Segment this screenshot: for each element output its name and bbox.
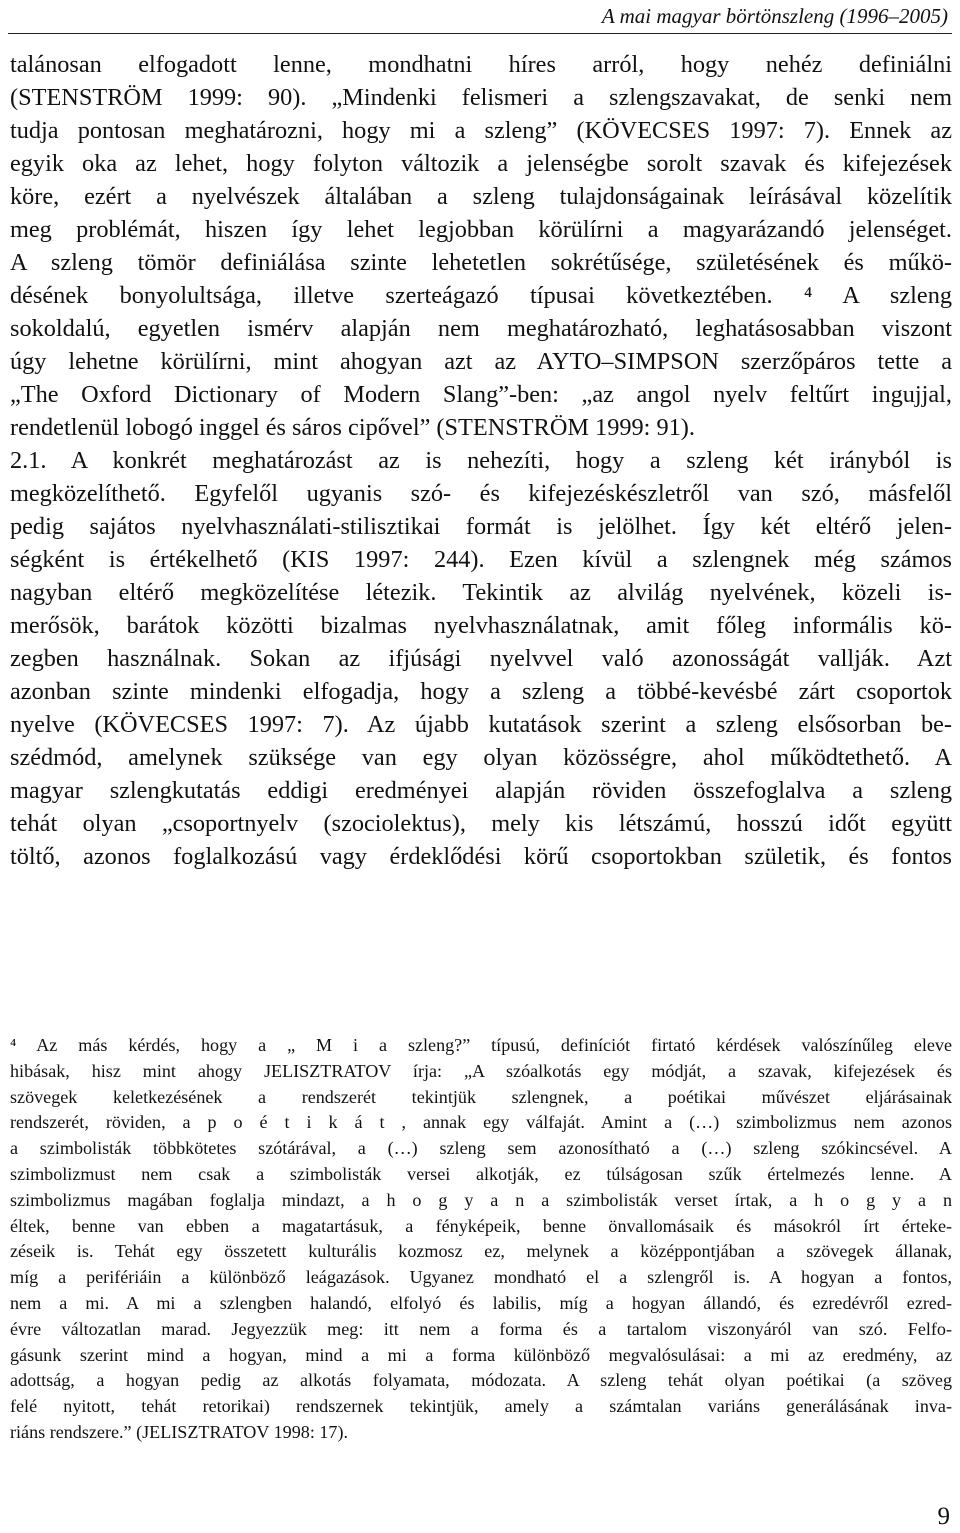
footnote-line: riáns rendszere.” (JELISZTRATOV 1998: 17). (10, 1421, 349, 1442)
text-line: nyelve (KÖVECSES 1997: 7). Az újabb kutatások szerint a szleng elsősorban be- (10, 711, 952, 738)
main-text (10, 48, 952, 873)
footnote-line: szimbolizmust nem csak a szimbolisták versei alkotják, ez túlságosan szűk értelmezés lenne. A (10, 1163, 952, 1184)
text-line: désének bonyolultsága, illetve szerteágazó típusai következtében. ⁴ A szleng (10, 282, 952, 309)
footnote-line: felé nyitott, tehát retorikai) rendszernek tekintjük, amely a számtalan variáns generálásának inva- (10, 1396, 952, 1417)
text-line: rendetlenül lobogó inggel és sáros cipővel” (STENSTRÖM 1999: 91). (10, 414, 695, 441)
text-line: talánosan elfogadott lenne, mondhatni híres arról, hogy nehéz definiálni (10, 51, 952, 78)
text-line: azonban szinte mindenki elfogadja, hogy a szleng a többé-kevésbé zárt csoportok (10, 678, 952, 705)
footnote-line: szimbolizmus magában foglalja mindazt, a h o g y a n a szimbolisták verset írtak, a h o g y a n (10, 1189, 952, 1210)
text-line: „The Oxford Dictionary of Modern Slang”-ben: „az angol nyelv feltűrt ingujjal, (10, 381, 952, 408)
text-line: úgy lehetne körülírni, mint ahogyan azt az AYTO–SIMPSON szerzőpáros tette a (10, 348, 952, 375)
footnote-line: míg a perifériáin a különböző leágazások. Ugyanez mondható el a szlengről is. A hogyan a fontos, (10, 1267, 952, 1288)
footnote-4 (10, 1033, 952, 1446)
footnote-line: a szimbolisták többkötetes szótárával, a (…) szleng sem azonosítható a (…) szleng szókincsével. A (10, 1138, 952, 1159)
text-line: megközelíthető. Egyfelől ugyanis szó- és kifejezéskészletről van szó, másfelől (10, 480, 952, 507)
page-number: 9 (937, 1503, 950, 1530)
footnote-line: éltek, benne van ebben a magatartásuk, a fényképeik, benne önvallomásaik és másokról írt érteke- (10, 1215, 952, 1236)
text-line: töltő, azonos foglalkozású vagy érdeklődési körű csoportokban születik, és fontos (10, 843, 952, 870)
text-line: A szleng tömör definiálása szinte lehetetlen sokrétűsége, születésének és műkö- (10, 249, 952, 276)
text-line: tudja pontosan meghatározni, hogy mi a szleng” (KÖVECSES 1997: 7). Ennek az (10, 117, 952, 144)
footnote-line: szövegek keletkezésének a rendszerét tekintjük szlengnek, a poétikai művészet eljárásainak (10, 1086, 952, 1107)
text-line: magyar szlengkutatás eddigi eredményei alapján röviden összefoglalva a szleng (10, 777, 952, 804)
footnote-line: adottság, a hogyan pedig az alkotás folyamata, módozata. A szleng tehát olyan poétikai (a szöveg (10, 1370, 952, 1391)
text-line: szédmód, amelynek szüksége van egy olyan közösségre, ahol működtethető. A (10, 744, 952, 771)
running-header: A mai magyar börtönszleng (1996–2005) (601, 4, 948, 28)
text-line: sokoldalú, egyetlen ismérv alapján nem meghatározható, leghatásosabban viszont (10, 315, 952, 342)
text-line: zegben használnak. Sokan az ifjúsági nyelvvel való azonosságát vallják. Azt (10, 645, 952, 672)
text-line: egyik oka az lehet, hogy folyton változik a jelenségbe sorolt szavak és kifejezések (10, 150, 952, 177)
footnote-line: évre változatlan marad. Jegyezzük meg: itt nem a forma és a tartalom viszonyáról van szó. Felfo- (10, 1318, 952, 1339)
section-2-1-line: 2.1. A konkrét meghatározást az is nehezíti, hogy a szleng két irányból is (10, 447, 952, 474)
text-line: nagyban eltérő megközelítése létezik. Tekintik az alvilág nyelvének, közeli is- (10, 579, 952, 606)
footnote-line: rendszerét, röviden, a p o é t i k á t , annak egy válfaját. Amint a (…) szimbolizmus nem azonos (10, 1112, 952, 1133)
text-line: tehát olyan „csoportnyelv (szociolektus), mely kis létszámú, hosszú időt együtt (10, 810, 952, 837)
footnote-line: zéseik is. Tehát egy összetett kulturális kozmosz ez, melynek a középpontjában a szövegek állanak, (10, 1241, 952, 1262)
text-line: pedig sajátos nyelvhasználati-stilisztikai formát is jelölhet. Így két eltérő jelen- (10, 513, 952, 540)
text-line: meg problémát, hiszen így lehet legjobban körülírni a magyarázandó jelenséget. (10, 216, 952, 243)
header-rule (8, 33, 952, 34)
text-line: (STENSTRÖM 1999: 90). „Mindenki felismeri a szlengszavakat, de senki nem (10, 84, 952, 111)
footnote-line: nem a mi. A mi a szlengben halandó, elfolyó és labilis, míg a hogyan állandó, és ezredévről ezred- (10, 1292, 952, 1313)
text-line: merősök, barátok közötti bizalmas nyelvhasználatnak, amit főleg informális kö- (10, 612, 952, 639)
footnote-line: ⁴ Az más kérdés, hogy a „ M i a szleng?” típusú, definíciót firtató kérdések valószínűleg eleve (10, 1035, 952, 1055)
text-line: ségként is értékelhető (KIS 1997: 244). Ezen kívül a szlengnek még számos (10, 546, 952, 573)
footnote-line: hibásak, hisz mint ahogy JELISZTRATOV írja: „A szóalkotás egy módját, a szavak, kifejezések és (10, 1060, 952, 1081)
text-line: köre, ezért a nyelvészek általában a szleng tulajdonságainak leírásával közelítik (10, 183, 952, 210)
footnote-line: gásunk szerint mind a hogyan, mind a mi a forma különböző megvalósulásai: a mi az eredmény, az (10, 1344, 952, 1365)
